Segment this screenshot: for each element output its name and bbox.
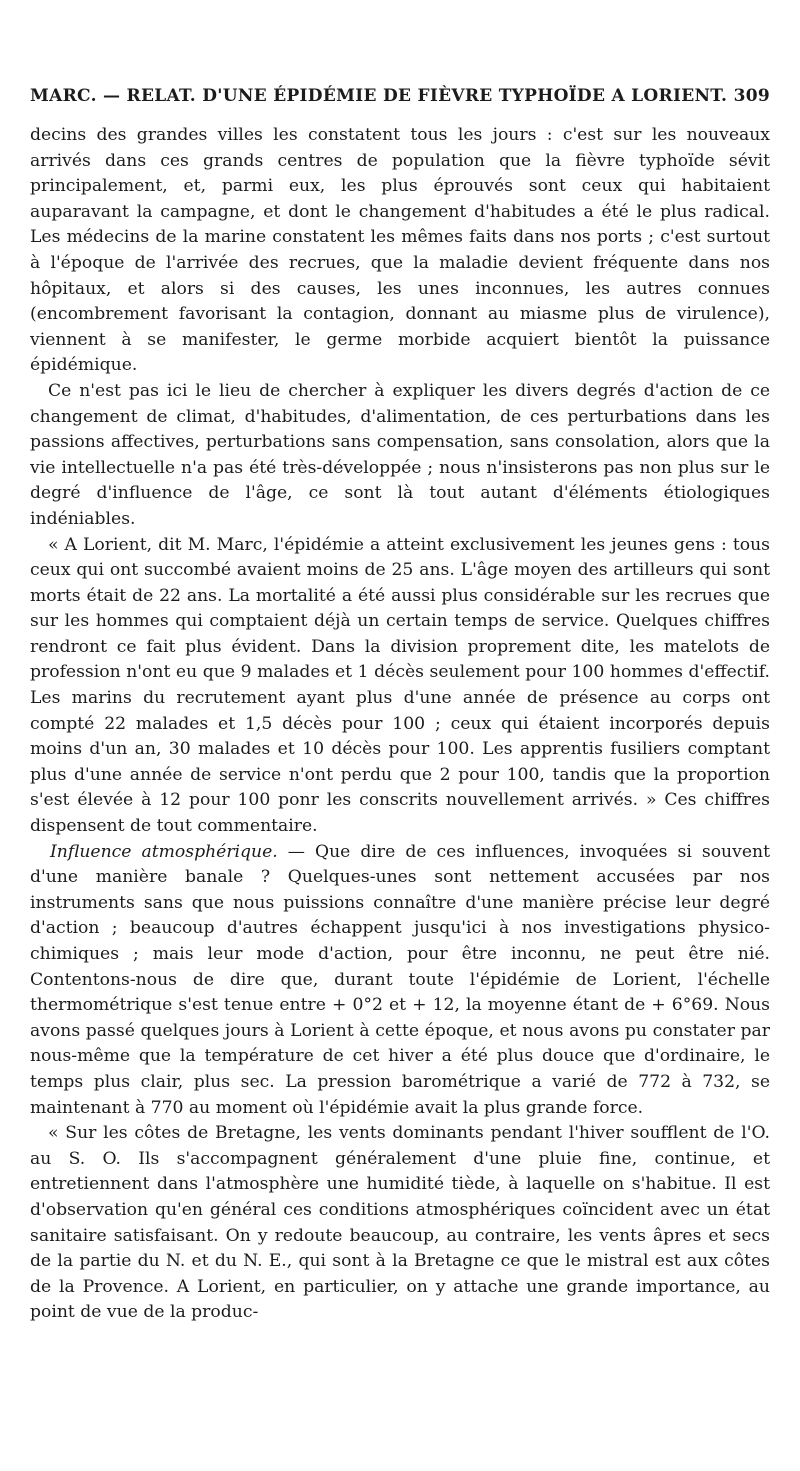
running-header (30, 88, 770, 105)
paragraph-atmospheric-influence (30, 840, 770, 1122)
paragraph-climate-change: Ce n'est pas ici le lieu de chercher à expliquer les divers degrés d'action de ce changement de climat, d'habitudes, d'alimentation, de ces perturbations dans les passions affectives, perturbations sans compensation, sans consolation, alors que la vie intellectuelle n'a pas été très-développée ; nous n'insisterons pas non plus sur le degré d'influence de l'âge, ce sont là tout autant d'éléments étiologiques indéniables. (30, 380, 770, 529)
document-page (30, 88, 770, 1326)
paragraph-winds-brittany: « Sur les côtes de Bretagne, les vents dominants pendant l'hiver soufflent de l'O. au S. O. Ils s'accompagnent généralement d'une pluie fine, continue, et entretiennent dans l'atmosphère une humidité tiède, à laquelle on s'habitue. Il est d'observation qu'en général ces conditions atmosphériques coïncident avec un état sanitaire satisfaisant. On y redoute beaucoup, au contraire, les vents âpres et secs de la partie du N. et du N. E., qui sont à la Bretagne ce que le mistral est aux côtes de la Provence. A Lorient, en particulier, on y attache une grande importance, au point de vue de la produc- (30, 1123, 770, 1323)
paragraph-lorient-statistics: « A Lorient, dit M. Marc, l'épidémie a atteint exclusivement les jeunes gens : tous ceux qui ont succombé avaient moins de 25 ans. L'âge moyen des artilleurs qui sont morts était de 22 ans. La mortalité a été aussi plus considérable sur les recrues que sur les hommes qui comptaient déjà un certain temps de service. Quelques chiffres rendront ce fait plus évident. Dans la division proprement dite, les matelots de profession n'ont eu que 9 malades et 1 décès seulement pour 100 hommes d'effectif. Les marins du recrutement ayant plus d'une année de présence au corps ont compté 22 malades et 1,5 décès pour 100 ; ceux qui étaient incorporés depuis moins d'un an, 30 malades et 10 décès pour 100. Les apprentis fusiliers comptant plus d'une année de service n'ont perdu que 2 pour 100, tandis que la proportion s'est élevée à 12 pour 100 ponr les conscrits nouvellement arrivés. » Ces chiffres dispensent de tout commentaire. (30, 534, 770, 837)
paragraph-continuation: decins des grandes villes les constatent tous les jours : c'est sur les nouveaux arrivés dans ces grands centres de population que la fièvre typhoïde sévit principalement, et, parmi eux, les plus éprouvés sont ceux qui habitaient auparavant la campagne, et dont le changement d'habitudes a été le plus radical. Les médecins de la marine constatent les mêmes faits dans nos ports ; c'est surtout à l'époque de l'arrivée des recrues, que la maladie devient fréquente dans nos hôpitaux, et alors si des causes, les unes inconnues, les autres connues (encombrement favorisant la contagion, donnant au miasme plus de virulence), viennent à se manifester, le germe morbide acquiert bientôt la puissance épidémique. (30, 125, 770, 376)
page-number: 309 (733, 86, 770, 106)
section-heading-atmospheric: Influence atmosphérique. (50, 841, 278, 862)
running-title: MARC. — RELAT. D'UNE ÉPIDÉMIE DE FIÈVRE TYPHOÏDE A LORIENT. (30, 86, 728, 106)
paragraph-atmospheric-text: — Que dire de ces influences, invoquées si souvent d'une manière banale ? Quelques-unes sont nettement accusées par nos instruments sans que nous puissions connaître d'une manière précise leur degré d'action ; beaucoup d'autres échappent jusqu'ici à nos investigations physico-chimiques ; mais leur mode d'action, pour être inconnu, ne peut être nié. Contentons-nous de dire que, durant toute l'épidémie de Lorient, l'échelle thermométrique s'est tenue entre + 0°2 et + 12, la moyenne étant de + 6°69. Nous avons passé quelques jours à Lorient à cette époque, et nous avons pu constater par nous-même que la température de cet hiver a été plus douce que d'ordinaire, le temps plus clair, plus sec. La pression barométrique a varié de 772 à 732, se maintenant à 770 au moment où l'épidémie avait la plus grande force. (30, 841, 770, 1118)
